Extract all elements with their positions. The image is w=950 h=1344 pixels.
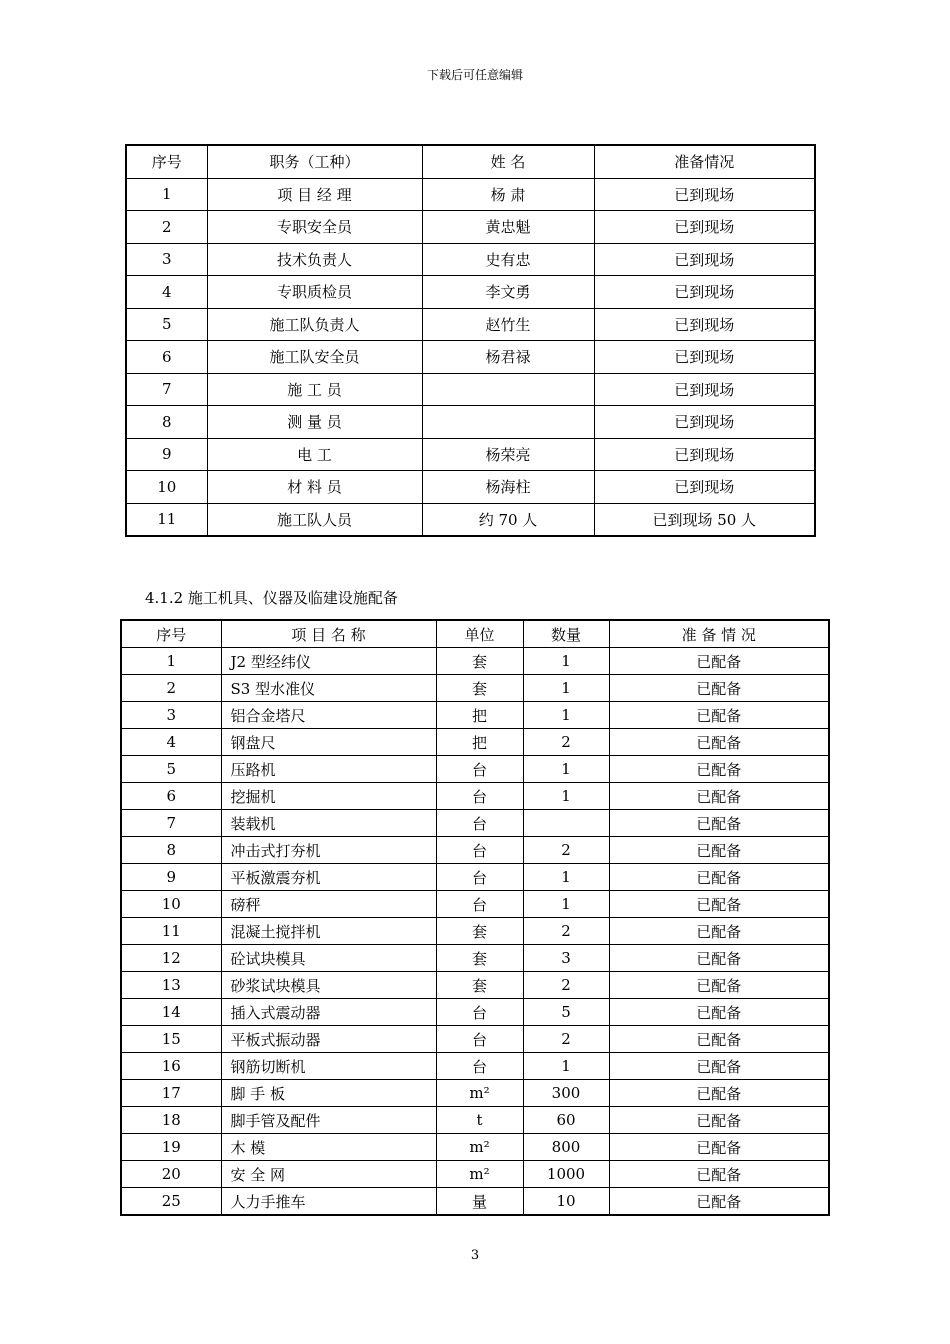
table-cell: 台: [436, 756, 523, 783]
table-cell: 9: [121, 864, 221, 891]
table-cell: 台: [436, 810, 523, 837]
table-cell: t: [436, 1107, 523, 1134]
table-row: [126, 373, 815, 406]
table-cell: 6: [121, 783, 221, 810]
table-cell: 2: [523, 729, 609, 756]
table-cell: S3 型水准仪: [221, 675, 436, 702]
table-cell: 2: [523, 918, 609, 945]
table-cell: 已配备: [609, 702, 829, 729]
column-header: 准 备 情 况: [609, 620, 829, 648]
table-cell: 11: [126, 503, 207, 536]
table-cell: 黄忠魁: [422, 211, 594, 244]
table-cell: 2: [121, 675, 221, 702]
table-cell: 已到现场: [594, 276, 815, 309]
table-row: [121, 810, 829, 837]
table-cell: 木 模: [221, 1134, 436, 1161]
table-cell: 已配备: [609, 783, 829, 810]
table-cell: 1: [523, 702, 609, 729]
table-cell: 台: [436, 837, 523, 864]
table-cell: 300: [523, 1080, 609, 1107]
table-row: [126, 308, 815, 341]
table-cell: 施工队安全员: [207, 341, 422, 374]
table-cell: 12: [121, 945, 221, 972]
page-number: 3: [470, 1248, 480, 1263]
table-cell: 李文勇: [422, 276, 594, 309]
table-cell: 混凝土搅拌机: [221, 918, 436, 945]
header-row: [126, 145, 815, 178]
table-cell: 套: [436, 918, 523, 945]
column-header: 序号: [126, 145, 207, 178]
table-cell: 2: [523, 837, 609, 864]
table-row: [121, 972, 829, 999]
table-cell: 材 料 员: [207, 471, 422, 504]
table-row: [121, 675, 829, 702]
table-cell: [422, 406, 594, 439]
table-cell: 已配备: [609, 1080, 829, 1107]
table-cell: 2: [126, 211, 207, 244]
table-row: [126, 178, 815, 211]
table-row: [121, 945, 829, 972]
table-cell: 已配备: [609, 756, 829, 783]
table-cell: 3: [126, 243, 207, 276]
table-cell: 1: [126, 178, 207, 211]
table-cell: 2: [523, 972, 609, 999]
table-cell: 5: [523, 999, 609, 1026]
section-title: 4.1.2 施工机具、仪器及临建设施配备: [145, 589, 398, 607]
table-cell: 已到现场: [594, 438, 815, 471]
table-cell: 1: [523, 891, 609, 918]
table-cell: 1: [523, 1053, 609, 1080]
table-row: [126, 211, 815, 244]
table-cell: 已到现场: [594, 178, 815, 211]
table-cell: 约 70 人: [422, 503, 594, 536]
table-cell: 砂浆试块模具: [221, 972, 436, 999]
table-cell: 已配备: [609, 1053, 829, 1080]
table-cell: 已配备: [609, 1188, 829, 1216]
table-cell: 杨荣亮: [422, 438, 594, 471]
table-cell: 18: [121, 1107, 221, 1134]
table-cell: 已配备: [609, 972, 829, 999]
table-row: [126, 341, 815, 374]
table-cell: 已配备: [609, 837, 829, 864]
table-cell: 赵竹生: [422, 308, 594, 341]
table-cell: 测 量 员: [207, 406, 422, 439]
personnel-table: [125, 144, 816, 537]
table-cell: 台: [436, 1053, 523, 1080]
table-cell: 台: [436, 864, 523, 891]
table-cell: 7: [126, 373, 207, 406]
table-cell: 专职安全员: [207, 211, 422, 244]
table-cell: 已配备: [609, 918, 829, 945]
table-row: [121, 1134, 829, 1161]
table-cell: 已到现场: [594, 373, 815, 406]
table-cell: 套: [436, 648, 523, 675]
table-cell: 电 工: [207, 438, 422, 471]
table-row: [126, 406, 815, 439]
table-row: [121, 1026, 829, 1053]
table-cell: 8: [121, 837, 221, 864]
column-header: 项 目 名 称: [221, 620, 436, 648]
table-cell: 史有忠: [422, 243, 594, 276]
table-cell: 已配备: [609, 729, 829, 756]
table-cell: J2 型经纬仪: [221, 648, 436, 675]
table-cell: 压路机: [221, 756, 436, 783]
table-cell: 平板式振动器: [221, 1026, 436, 1053]
table-cell: 8: [126, 406, 207, 439]
table-cell: 已到现场: [594, 308, 815, 341]
table-cell: 杨海柱: [422, 471, 594, 504]
table-cell: m²: [436, 1134, 523, 1161]
table-cell: 已配备: [609, 810, 829, 837]
table-cell: [523, 810, 609, 837]
table-cell: 已到现场: [594, 211, 815, 244]
table-cell: 钢盘尺: [221, 729, 436, 756]
table-cell: 冲击式打夯机: [221, 837, 436, 864]
table-row: [121, 891, 829, 918]
column-header: 职务（工种）: [207, 145, 422, 178]
table-cell: 插入式震动器: [221, 999, 436, 1026]
column-header: 姓 名: [422, 145, 594, 178]
table-cell: 4: [121, 729, 221, 756]
table-cell: 施 工 员: [207, 373, 422, 406]
table-cell: 已配备: [609, 1134, 829, 1161]
table-cell: 2: [523, 1026, 609, 1053]
table-cell: 已配备: [609, 864, 829, 891]
table-cell: 1: [523, 648, 609, 675]
table-cell: 已到现场: [594, 341, 815, 374]
table-row: [121, 783, 829, 810]
table-cell: 16: [121, 1053, 221, 1080]
table-cell: 台: [436, 783, 523, 810]
table-cell: 已配备: [609, 999, 829, 1026]
table-row: [121, 729, 829, 756]
table-cell: 磅秤: [221, 891, 436, 918]
table-cell: 套: [436, 675, 523, 702]
table-row: [126, 243, 815, 276]
table-cell: 1: [121, 648, 221, 675]
table-cell: 1000: [523, 1161, 609, 1188]
table-cell: 把: [436, 729, 523, 756]
table-cell: 800: [523, 1134, 609, 1161]
table-cell: 套: [436, 972, 523, 999]
table-row: [121, 1161, 829, 1188]
table-cell: 技术负责人: [207, 243, 422, 276]
table-cell: 安 全 网: [221, 1161, 436, 1188]
table-cell: 已配备: [609, 945, 829, 972]
table-cell: 量: [436, 1188, 523, 1216]
table-cell: 钢筋切断机: [221, 1053, 436, 1080]
column-header: 单位: [436, 620, 523, 648]
table-cell: 25: [121, 1188, 221, 1216]
table-row: [121, 1080, 829, 1107]
table-cell: 60: [523, 1107, 609, 1134]
table-cell: 20: [121, 1161, 221, 1188]
table-cell: 9: [126, 438, 207, 471]
table-cell: 已配备: [609, 1107, 829, 1134]
table-cell: 已到现场: [594, 406, 815, 439]
table-cell: 1: [523, 756, 609, 783]
equipment-table: [120, 619, 830, 1216]
table-row: [121, 756, 829, 783]
table-cell: 已配备: [609, 891, 829, 918]
table-cell: 已配备: [609, 1161, 829, 1188]
table-cell: 杨 肃: [422, 178, 594, 211]
table-cell: 4: [126, 276, 207, 309]
table-cell: 已到现场: [594, 243, 815, 276]
table-cell: 台: [436, 1026, 523, 1053]
table-cell: 项 目 经 理: [207, 178, 422, 211]
table-cell: 已配备: [609, 1026, 829, 1053]
table-cell: 17: [121, 1080, 221, 1107]
table-row: [121, 1053, 829, 1080]
table-cell: 7: [121, 810, 221, 837]
table-cell: 1: [523, 783, 609, 810]
table-cell: 14: [121, 999, 221, 1026]
table-cell: 脚手管及配件: [221, 1107, 436, 1134]
table-cell: 19: [121, 1134, 221, 1161]
table-row: [121, 864, 829, 891]
table-cell: 平板激震夯机: [221, 864, 436, 891]
table-cell: 6: [126, 341, 207, 374]
table-cell: 砼试块模具: [221, 945, 436, 972]
table-cell: 1: [523, 864, 609, 891]
table-cell: 台: [436, 891, 523, 918]
table-cell: 套: [436, 945, 523, 972]
table-cell: 3: [121, 702, 221, 729]
table-row: [121, 1107, 829, 1134]
table-row: [126, 503, 815, 536]
table-row: [126, 438, 815, 471]
table-cell: m²: [436, 1080, 523, 1107]
table-cell: 铝合金塔尺: [221, 702, 436, 729]
table-row: [121, 918, 829, 945]
table-cell: 台: [436, 999, 523, 1026]
table-row: [121, 702, 829, 729]
table-cell: 把: [436, 702, 523, 729]
table-cell: 10: [121, 891, 221, 918]
table-cell: 已到现场 50 人: [594, 503, 815, 536]
column-header: 准备情况: [594, 145, 815, 178]
table-cell: 15: [121, 1026, 221, 1053]
table-cell: 人力手推车: [221, 1188, 436, 1216]
table-cell: 1: [523, 675, 609, 702]
table-row: [121, 999, 829, 1026]
table-cell: [422, 373, 594, 406]
table-cell: m²: [436, 1161, 523, 1188]
table-row: [121, 648, 829, 675]
page-header: 下载后可任意编辑: [426, 68, 523, 82]
table-cell: 装载机: [221, 810, 436, 837]
table-cell: 已到现场: [594, 471, 815, 504]
column-header: 数量: [523, 620, 609, 648]
table-cell: 脚 手 板: [221, 1080, 436, 1107]
table-cell: 杨君禄: [422, 341, 594, 374]
table-row: [121, 837, 829, 864]
table-cell: 专职质检员: [207, 276, 422, 309]
table-row: [121, 1188, 829, 1216]
table-cell: 3: [523, 945, 609, 972]
table-cell: 5: [126, 308, 207, 341]
table-cell: 10: [126, 471, 207, 504]
header-row: [121, 620, 829, 648]
table-cell: 10: [523, 1188, 609, 1216]
table-cell: 已配备: [609, 675, 829, 702]
table-cell: 5: [121, 756, 221, 783]
table-cell: 施工队人员: [207, 503, 422, 536]
column-header: 序号: [121, 620, 221, 648]
table-cell: 13: [121, 972, 221, 999]
table-row: [126, 471, 815, 504]
table-cell: 施工队负责人: [207, 308, 422, 341]
table-cell: 挖掘机: [221, 783, 436, 810]
table-cell: 已配备: [609, 648, 829, 675]
table-row: [126, 276, 815, 309]
table-cell: 11: [121, 918, 221, 945]
